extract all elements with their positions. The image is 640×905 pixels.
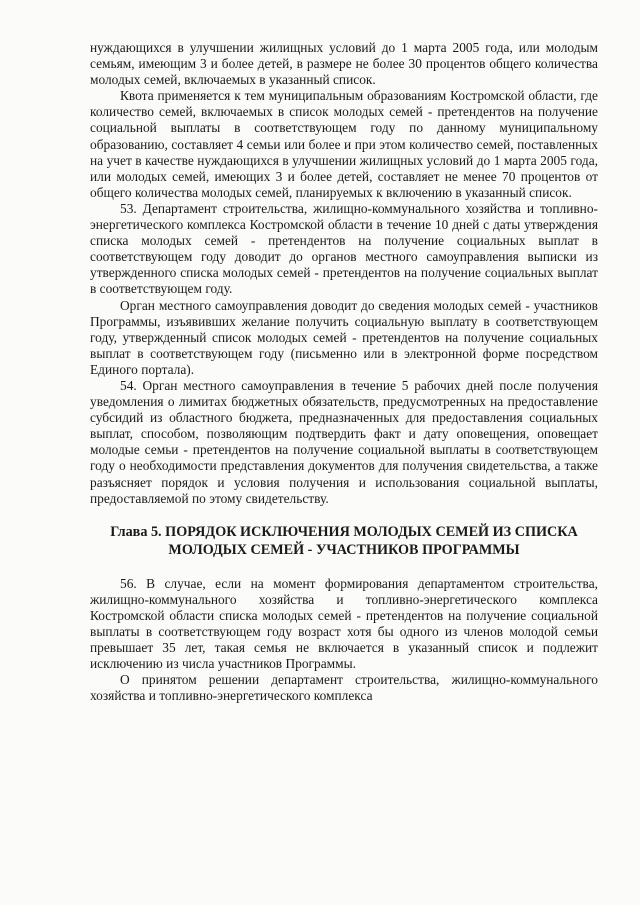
chapter-title-line-1: Глава 5. ПОРЯДОК ИСКЛЮЧЕНИЯ МОЛОДЫХ СЕМЕЙ ИЗ СПИСКА: [110, 523, 578, 540]
paragraph-54: 54. Орган местного самоуправления в течение 5 рабочих дней после получения уведомления о лимитах бюджетных обязательств, предусмотренных на предоставление субсидий из областного бюджета, предназначенных для предоставления социальных выплат, способом, позволяющим подтвердить факт и дату оповещения, оповещает молодые семьи - претендентов на получение социальной выплаты в соответствующем году о необходимости представления документов для получения свидетельства, а также разъясняет порядок и условия получения и использования социальной выплаты, предоставляемой по этому свидетельству.: [90, 377, 598, 506]
paragraph-local-authority: Орган местного самоуправления доводит до сведения молодых семей - участников Программы, изъявивших желание получить социальную выплату в соответствующем году, утвержденный список молодых семей - претендентов на получение социальных выплат в соответствующем году (письменно или в электронной форме посредством Единого портала).: [90, 297, 598, 377]
paragraph-quota: Квота применяется к тем муниципальным образованиям Костромской области, где количество семей, включаемых в список молодых семей - претендентов на получение социальной выплаты в соответствующем году по данному муниципальному образованию, составляет 4 семьи или более и при этом количество семей, поставленных на учет в качестве нуждающихся в улучшении жилищных условий до 1 марта 2005 года, или молодых семей, имеющих 3 и более детей, составляет не менее 70 процентов от общего количества молодых семей, планируемых к включению в указанный список.: [90, 88, 598, 200]
chapter-title-line-2: МОЛОДЫХ СЕМЕЙ - УЧАСТНИКОВ ПРОГРАММЫ: [168, 541, 520, 558]
paragraph-decision: О принятом решении департамент строительства, жилищно-коммунального хозяйства и топливно-энергетического комплекса: [90, 672, 598, 704]
chapter-heading: [90, 523, 598, 559]
paragraph-53: 53. Департамент строительства, жилищно-коммунального хозяйства и топливно-энергетического комплекса Костромской области в течение 10 дней с даты утверждения списка молодых семей - претендентов на получение социальных выплат в соответствующем году доводит до органов местного самоуправления выписки из утвержденного списка молодых семей - претендентов на получение социальных выплат в соответствующем году.: [90, 200, 598, 297]
document-body-top: [90, 40, 598, 507]
paragraph-continuation: нуждающихся в улучшении жилищных условий до 1 марта 2005 года, или молодым семьям, имеющим 3 и более детей, в размере не более 30 процентов общего количества молодых семей, включаемых в указанный список.: [90, 40, 598, 88]
document-body-bottom: [90, 576, 598, 705]
paragraph-56: 56. В случае, если на момент формирования департаментом строительства, жилищно-коммунального хозяйства и топливно-энергетического комплекса Костромской области списка молодых семей - претендентов на получение социальной выплаты в соответствующем году возраст хотя бы одного из членов молодой семьи превышает 35 лет, такая семья не включается в указанный список и подлежит исключению из числа участников Программы.: [90, 575, 598, 672]
